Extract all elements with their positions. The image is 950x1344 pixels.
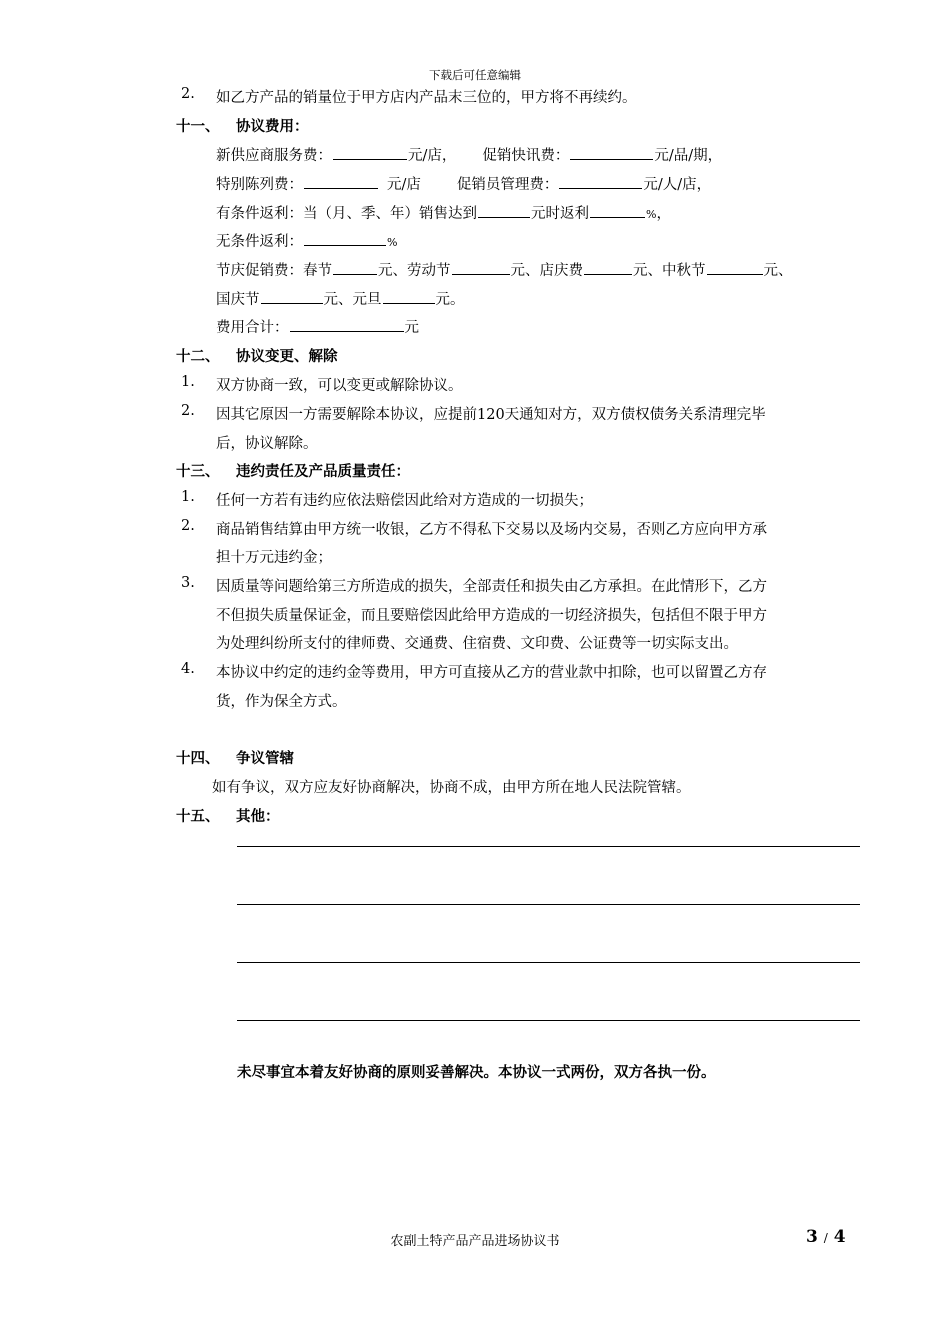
fee-unit: 元时返利 bbox=[531, 206, 589, 222]
section-heading-fees bbox=[176, 115, 309, 136]
fee-label-holiday-labor: 元、劳动节 bbox=[378, 263, 451, 279]
fee-unit: 元/品/期， bbox=[654, 148, 723, 164]
list-item-text: 后，协议解除。 bbox=[216, 436, 318, 452]
fee-unit: 元。 bbox=[435, 292, 465, 308]
blank-field[interactable] bbox=[452, 259, 510, 275]
fee-unit: 元、 bbox=[763, 263, 793, 279]
current-page: 3 bbox=[806, 1227, 818, 1247]
list-item-text: 任何一方若有违约应依法赔偿因此给对方造成的一切损失； bbox=[216, 493, 593, 509]
blank-field[interactable] bbox=[333, 144, 407, 160]
fee-label-new-year: 元、元旦 bbox=[323, 292, 382, 308]
section-heading-liability bbox=[176, 460, 410, 481]
section-heading-change bbox=[176, 345, 338, 366]
blank-field[interactable] bbox=[478, 202, 530, 218]
total-pages: 4 bbox=[833, 1227, 846, 1247]
list-item-number: 3. bbox=[181, 575, 195, 591]
footer-title: 农副土特产品产品进场协议书 bbox=[390, 1234, 560, 1249]
blank-line[interactable] bbox=[237, 962, 860, 963]
fee-row-total bbox=[216, 316, 419, 337]
blank-line[interactable] bbox=[237, 846, 860, 847]
fee-unit: 元/店， bbox=[408, 148, 457, 164]
list-item-number: 1. bbox=[181, 374, 195, 390]
section-title: 协议变更、解除 bbox=[236, 348, 338, 365]
paragraph: 如有争议，双方应友好协商解决，协商不成，由甲方所在地人民法院管辖。 bbox=[212, 780, 691, 796]
fee-label-mid-autumn: 元、中秋节 bbox=[633, 263, 706, 279]
fee-label-promoter-mgmt: 促销员管理费： bbox=[456, 177, 559, 193]
list-item-text: 双方协商一致，可以变更或解除协议。 bbox=[216, 378, 463, 394]
fee-row-4 bbox=[216, 230, 397, 251]
fee-unit: 元/人/店， bbox=[643, 177, 712, 193]
blank-field[interactable] bbox=[261, 288, 323, 304]
percent-sign: % bbox=[646, 208, 657, 221]
fee-label-new-supplier: 新供应商服务费： bbox=[216, 148, 332, 164]
list-item-text: 担十万元违约金； bbox=[216, 550, 332, 566]
punctuation: ， bbox=[656, 206, 671, 222]
blank-field[interactable] bbox=[570, 144, 653, 160]
list-item-number: 2. bbox=[181, 86, 195, 102]
section-title: 协议费用： bbox=[236, 118, 309, 135]
fee-label-special-display: 特别陈列费： bbox=[216, 177, 303, 193]
fee-label-national-day: 国庆节 bbox=[216, 292, 260, 308]
section-number: 十五、 bbox=[176, 808, 220, 825]
fee-row-3 bbox=[216, 202, 671, 223]
list-item-text: 商品销售结算由甲方统一收银，乙方不得私下交易以及场内交易，否则乙方应向甲方承 bbox=[216, 522, 767, 538]
fee-label-anniversary: 元、店庆费 bbox=[510, 263, 583, 279]
list-item-number: 4. bbox=[181, 661, 195, 677]
list-item-text: 为处理纠纷所支付的律师费、交通费、住宿费、文印费、公证费等一切实际支出。 bbox=[216, 636, 738, 652]
blank-field[interactable] bbox=[559, 173, 642, 189]
section-heading-other bbox=[176, 805, 280, 826]
page-number bbox=[806, 1227, 846, 1247]
fee-label-unconditional-rebate: 无条件返利： bbox=[216, 234, 303, 250]
list-item-text: 本协议中约定的违约金等费用，甲方可直接从乙方的营业款中扣除，也可以留置乙方存 bbox=[216, 665, 767, 681]
fee-row-5 bbox=[216, 259, 793, 280]
list-item-text: 因质量等问题给第三方所造成的损失，全部责任和损失由乙方承担。在此情形下，乙方 bbox=[216, 579, 767, 595]
fee-label-conditional-rebate: 有条件返利：当（月、季、年）销售达到 bbox=[216, 206, 477, 222]
blank-field[interactable] bbox=[707, 259, 763, 275]
list-item-text: 货，作为保全方式。 bbox=[216, 694, 347, 710]
blank-line[interactable] bbox=[237, 904, 860, 905]
blank-field[interactable] bbox=[304, 230, 386, 246]
page-separator: / bbox=[823, 1231, 828, 1245]
list-item-number: 2. bbox=[181, 518, 195, 534]
blank-line[interactable] bbox=[237, 1020, 860, 1021]
section-title: 争议管辖 bbox=[236, 750, 294, 767]
header-note: 下载后可任意编辑 bbox=[429, 68, 521, 82]
fee-unit: 元 bbox=[404, 320, 419, 336]
fee-row-1 bbox=[216, 144, 722, 165]
list-item-number: 2. bbox=[181, 403, 195, 419]
blank-field[interactable] bbox=[304, 173, 378, 189]
blank-field[interactable] bbox=[584, 259, 632, 275]
fee-label-holiday-spring: 节庆促销费：春节 bbox=[216, 263, 332, 279]
percent-sign: % bbox=[387, 236, 398, 249]
closing-statement: 未尽事宜本着友好协商的原则妥善解决。本协议一式两份，双方各执一份。 bbox=[237, 1064, 716, 1081]
blank-field[interactable] bbox=[383, 288, 435, 304]
list-item-text: 如乙方产品的销量位于甲方店内产品末三位的，甲方将不再续约。 bbox=[216, 90, 637, 106]
section-number: 十二、 bbox=[176, 348, 220, 365]
fee-unit: 元/店 bbox=[387, 177, 421, 193]
fee-label-total: 费用合计： bbox=[216, 320, 289, 336]
section-number: 十一、 bbox=[176, 118, 220, 135]
fee-row-2 bbox=[216, 173, 711, 194]
list-item-text: 因其它原因一方需要解除本协议，应提前120天通知对方，双方债权债务关系清理完毕 bbox=[216, 407, 766, 423]
blank-field[interactable] bbox=[290, 316, 404, 332]
section-title: 其他： bbox=[236, 808, 280, 825]
section-title: 违约责任及产品质量责任： bbox=[236, 463, 410, 480]
section-number: 十三、 bbox=[176, 463, 220, 480]
blank-field[interactable] bbox=[333, 259, 377, 275]
blank-field[interactable] bbox=[590, 202, 645, 218]
fee-row-6 bbox=[216, 288, 465, 309]
section-heading-dispute bbox=[176, 747, 294, 768]
fee-label-promo-flyer: 促销快讯费： bbox=[482, 148, 570, 164]
section-number: 十四、 bbox=[176, 750, 220, 767]
list-item-text: 不但损失质量保证金，而且要赔偿因此给甲方造成的一切经济损失，包括但不限于甲方 bbox=[216, 608, 767, 624]
list-item-number: 1. bbox=[181, 489, 195, 505]
